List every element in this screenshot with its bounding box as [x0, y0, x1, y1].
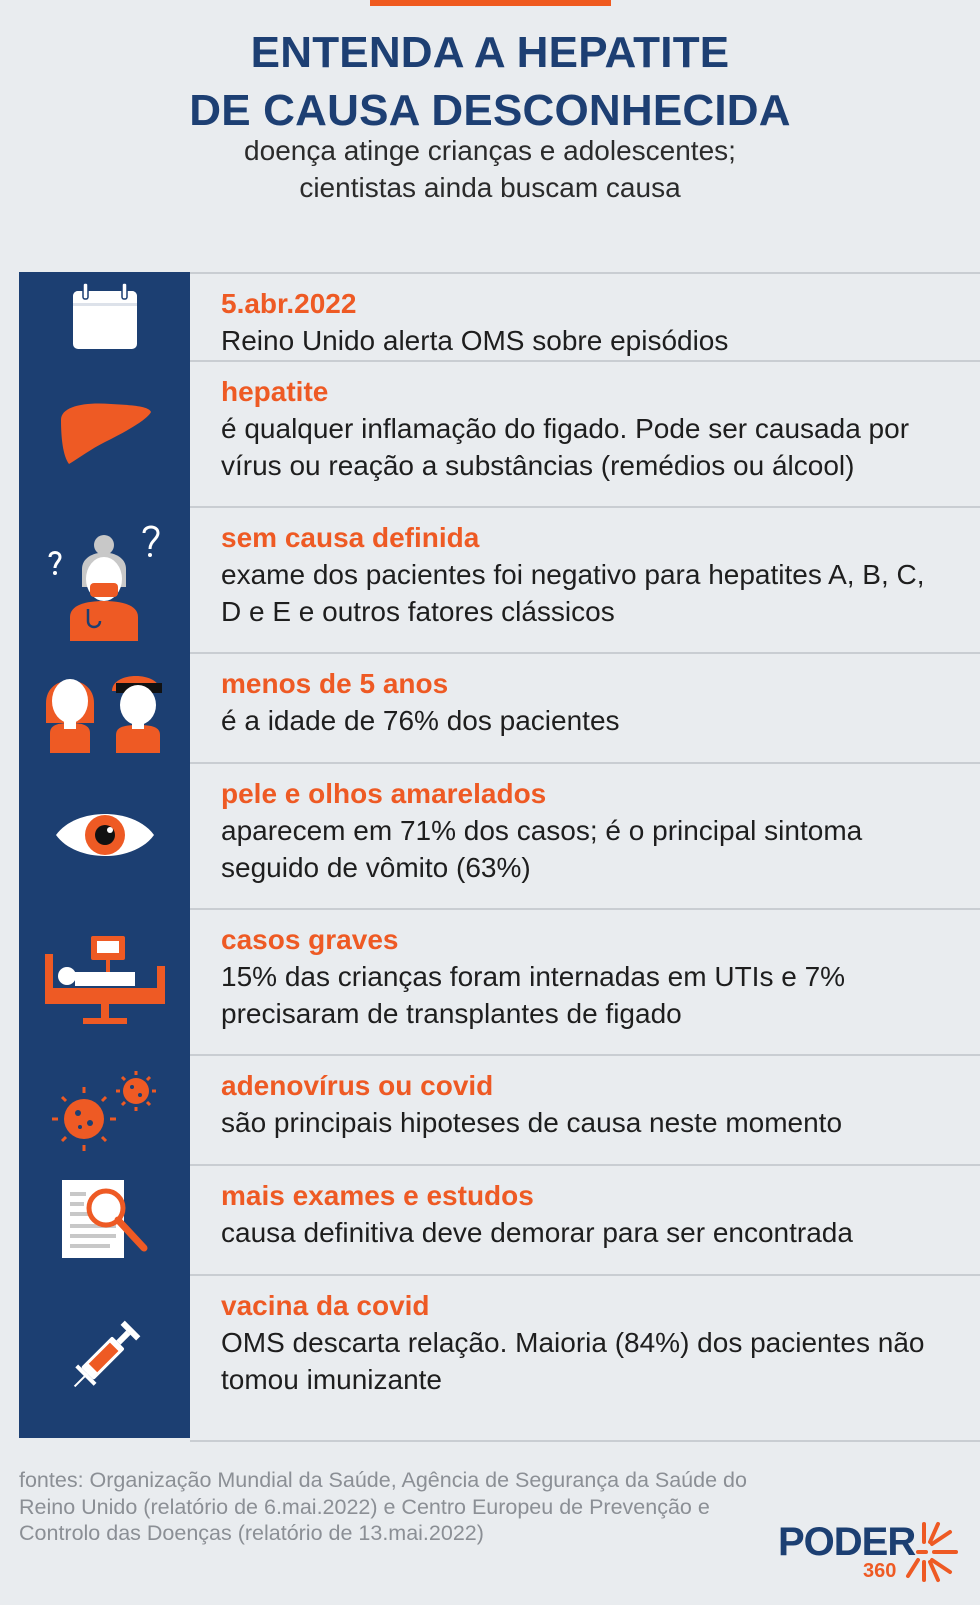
- row-title: pele e olhos amarelados: [221, 778, 547, 809]
- hospital-bed-icon: [19, 908, 190, 1054]
- info-row-jaundice: [190, 762, 980, 910]
- subtitle-line-1: doença atinge crianças e adolescentes;: [244, 135, 736, 166]
- row-title: sem causa definida: [221, 522, 480, 553]
- magnifier-document-icon: [19, 1164, 190, 1274]
- logo-word: PODER: [778, 1520, 916, 1564]
- row-description: tomou imunizante: [221, 1364, 443, 1395]
- sources-line: Reino Unido (relatório de 6.mai.2022) e Centro Europeu de Prevenção e: [19, 1494, 710, 1519]
- row-title: 5.abr.2022: [221, 288, 357, 319]
- row-description: Reino Unido alerta OMS sobre episódios: [221, 325, 729, 356]
- info-row-date: [190, 272, 980, 362]
- logo-number: 360: [863, 1560, 897, 1582]
- info-row-hepatitis: [190, 360, 980, 508]
- liver-icon: [19, 360, 190, 506]
- subtitle-line-2: cientistas ainda buscam causa: [299, 172, 681, 203]
- row-title: vacina da covid: [221, 1290, 430, 1321]
- top-accent-bar: [370, 0, 611, 6]
- sources-line: fontes: Organização Mundial da Saúde, Agência de Segurança da Saúde do: [19, 1468, 747, 1492]
- confused-doctor-icon: [19, 506, 190, 652]
- row-description: D e E e outros fatores clássicos: [221, 596, 615, 627]
- row-title: menos de 5 anos: [221, 668, 449, 699]
- sources-line: Controlo das Doenças (relatório de 13.mai.2022): [19, 1521, 484, 1545]
- row-description: seguido de vômito (63%): [221, 852, 531, 883]
- row-title: casos graves: [221, 924, 399, 955]
- page-title: [0, 24, 980, 140]
- row-description: aparecem em 71% dos casos; é o principal sintoma: [221, 815, 863, 846]
- sources-note: [19, 1467, 779, 1547]
- row-description: 15% das crianças foram internadas em UTIs e 7%: [221, 961, 846, 992]
- row-title: adenovírus ou covid: [221, 1070, 494, 1101]
- row-description: causa definitiva deve demorar para ser encontrada: [221, 1217, 853, 1248]
- title-line-2: DE CAUSA DESCONHECIDA: [189, 86, 791, 135]
- row-title: mais exames e estudos: [221, 1180, 534, 1211]
- info-row-age: [190, 652, 980, 764]
- virus-icon: [19, 1054, 190, 1164]
- sun-rays-icon: [896, 1520, 960, 1584]
- row-description: exame dos pacientes foi negativo para hepatites A, B, C,: [221, 559, 925, 590]
- title-line-1: ENTENDA A HEPATITE: [250, 28, 730, 77]
- eye-icon: [19, 762, 190, 908]
- row-title: hepatite: [221, 376, 329, 407]
- row-description: é a idade de 76% dos pacientes: [221, 705, 620, 736]
- row-description: OMS descarta relação. Maioria (84%) dos pacientes não: [221, 1327, 925, 1358]
- poder360-logo: [778, 1520, 963, 1590]
- children-icon: [19, 652, 190, 762]
- info-row-severe-cases: [190, 908, 980, 1056]
- calendar-icon: [19, 272, 190, 360]
- syringe-icon: [19, 1274, 190, 1438]
- row-description: é qualquer inflamação do figado. Pode ser causada por: [221, 413, 910, 444]
- row-description: vírus ou reação a substâncias (remédios ou álcool): [221, 450, 855, 481]
- page-subtitle: [0, 132, 980, 206]
- info-row-studies: [190, 1164, 980, 1276]
- info-row-virus: [190, 1054, 980, 1166]
- row-description: são principais hipoteses de causa neste momento: [221, 1107, 843, 1138]
- info-row-no-cause: [190, 506, 980, 654]
- row-description: precisaram de transplantes de figado: [221, 998, 682, 1029]
- info-row-vaccine: [190, 1274, 980, 1442]
